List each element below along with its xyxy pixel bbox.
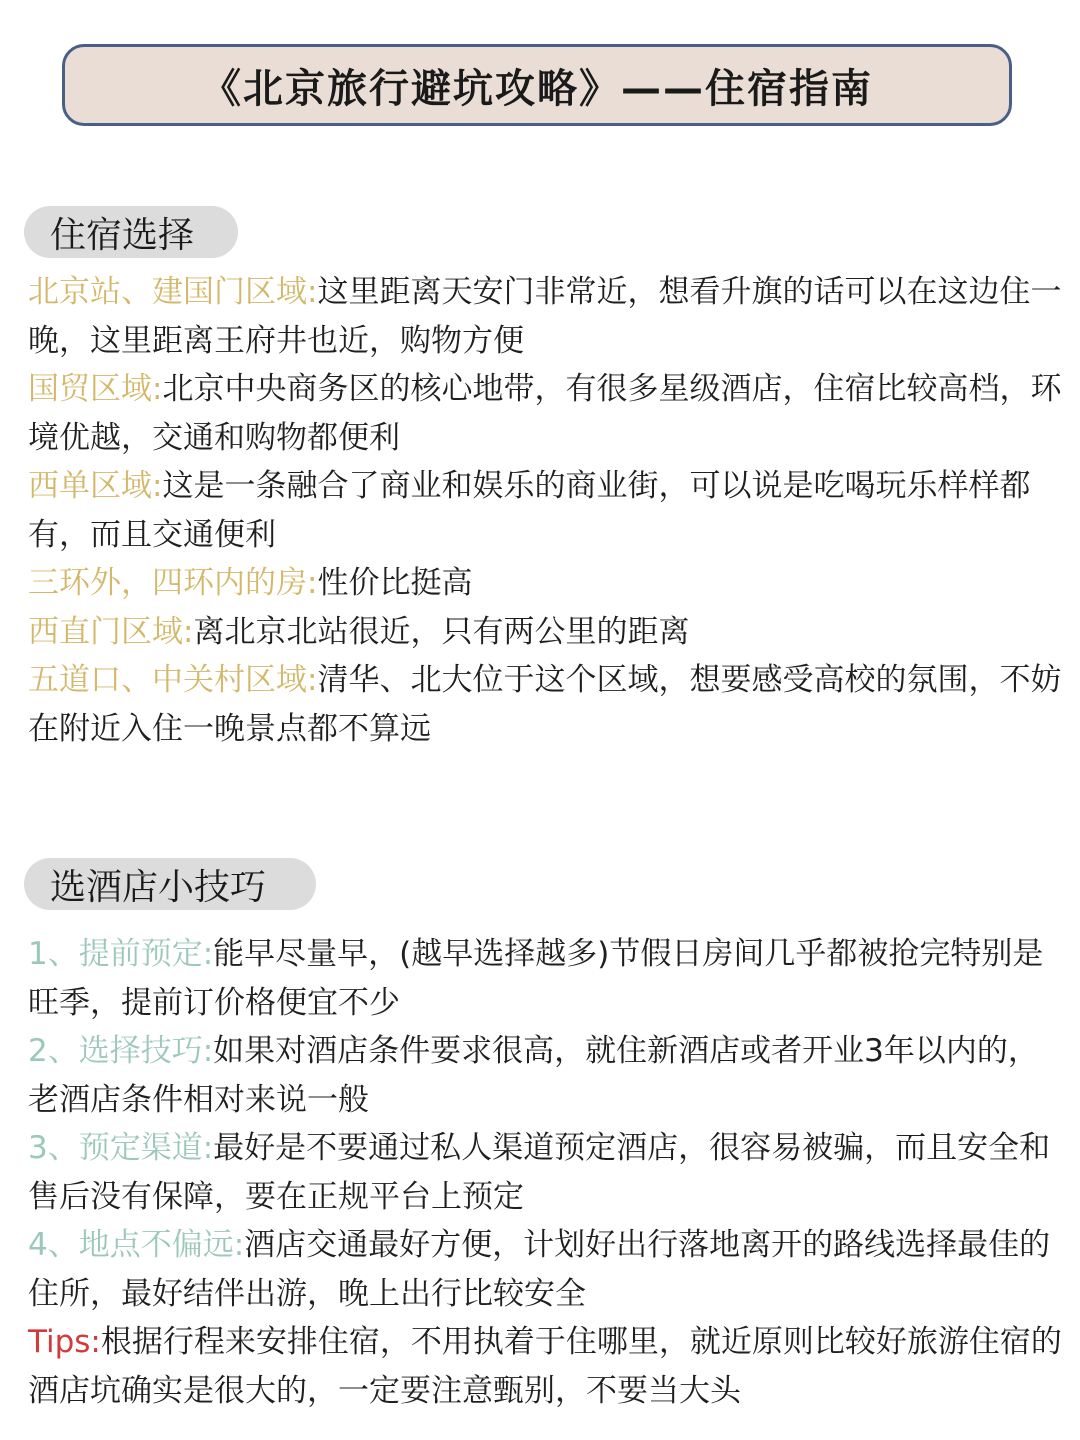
item-text: 这里距离天安门非常近，想看升旗的话可以在这边住一晚，这里距离王府井也近，购物方便: [28, 274, 1062, 359]
item-text: 清华、北大位于这个区域，想要感受高校的氛围，不妨在附近入住一晚景点都不算远: [28, 662, 1062, 747]
item-key: 3、预定渠道:: [28, 1130, 214, 1166]
page-title: 《北京旅行避坑攻略》——住宿指南: [201, 65, 873, 112]
tips-item: [28, 1318, 1064, 1415]
list-item: [28, 365, 1064, 462]
list-item: [28, 1027, 1064, 1124]
list-item: [28, 559, 1064, 608]
section-heading-hotel-tips: [24, 858, 316, 910]
item-text: 能早尽量早，(越早选择越多)节假日房间几乎都被抢完特别是旺季，提前订价格便宜不少: [28, 936, 1044, 1021]
tips-text: 根据行程来安排住宿，不用执着于住哪里，就近原则比较好旅游住宿的酒店坑确实是很大的，一定要注意甄别，不要当大头: [28, 1324, 1062, 1409]
item-key: 1、提前预定:: [28, 936, 214, 972]
tips-key: Tips:: [28, 1324, 101, 1360]
item-key: 2、选择技巧:: [28, 1033, 214, 1069]
section-heading-label: 选酒店小技巧: [50, 866, 267, 908]
list-item: [28, 268, 1064, 365]
item-key: 西直门区域:: [28, 613, 194, 650]
item-key: 北京站、建国门区域:: [28, 274, 318, 310]
hotel-tips-list: [28, 930, 1064, 1415]
section-heading-label: 住宿选择: [50, 214, 195, 256]
list-item: [28, 462, 1064, 559]
item-text: 酒店交通最好方便，计划好出行落地离开的路线选择最佳的住所，最好结伴出游，晚上出行比较安全: [28, 1227, 1051, 1312]
item-text: 如果对酒店条件要求很高，就住新酒店或者开业3年以内的，老酒店条件相对来说一般: [28, 1033, 1039, 1118]
list-item: [28, 608, 1064, 657]
list-item: [28, 1124, 1064, 1221]
item-key: 五道口、中关村区域:: [28, 662, 318, 698]
list-item: [28, 930, 1064, 1027]
accommodation-list: [28, 268, 1064, 753]
item-key: 三环外，四环内的房:: [28, 565, 318, 601]
title-banner: [62, 44, 1012, 126]
item-key: 西单区域:: [28, 468, 163, 504]
item-text: 最好是不要通过私人渠道预定酒店，很容易被骗，而且安全和售后没有保障，要在正规平台上预定: [28, 1130, 1051, 1215]
item-key: 4、地点不偏远:: [28, 1227, 245, 1263]
item-text: 离北京北站很近，只有两公里的距离: [193, 613, 690, 650]
list-item: [28, 656, 1064, 753]
section-heading-accommodation: [24, 206, 238, 258]
item-text: 性价比挺高: [317, 565, 473, 601]
item-text: 北京中央商务区的核心地带，有很多星级酒店，住宿比较高档，环境优越，交通和购物都便利: [28, 371, 1062, 456]
list-item: [28, 1221, 1064, 1318]
item-text: 这是一条融合了商业和娱乐的商业街，可以说是吃喝玩乐样样都有，而且交通便利: [28, 468, 1031, 553]
item-key: 国贸区域:: [28, 371, 163, 407]
